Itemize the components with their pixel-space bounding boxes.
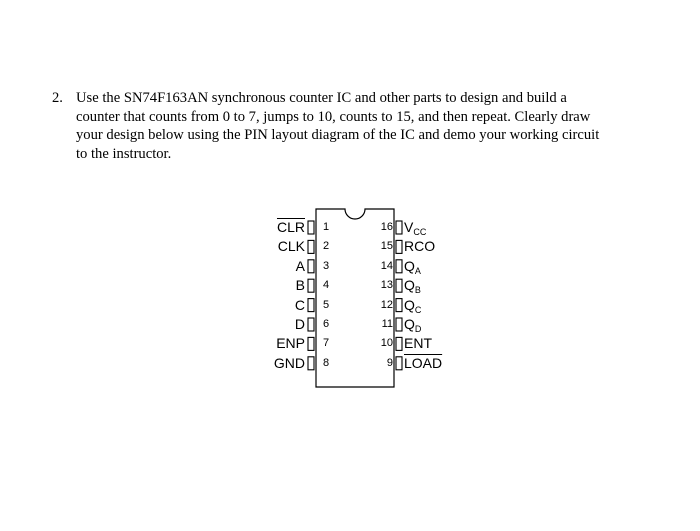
pin-label-qb: $Q_B$: [404, 277, 421, 296]
pin-label-d: D: [294, 316, 305, 332]
question-line: your design below using the PIN layout diagram of the IC and demo your working circuit: [76, 127, 600, 144]
pin-number: 9: [386, 356, 393, 369]
pin-lead: [308, 318, 314, 331]
pin-number: 2: [323, 240, 330, 253]
pin-number: 14: [380, 259, 393, 272]
pin-lead: [396, 299, 402, 312]
pin-lead: [396, 260, 402, 273]
pin-number: 16: [380, 221, 393, 233]
pin-lead: [396, 318, 402, 331]
pin-label-rco: RCO: [404, 238, 436, 255]
pin-lead: [396, 337, 402, 350]
pin-number: 7: [323, 337, 330, 350]
pin-lead: [308, 357, 314, 370]
pin-lead: [308, 337, 314, 350]
pin-lead: [396, 221, 402, 234]
pin-label-clr: $\overline{CLR}$: [276, 219, 305, 235]
pin-label-c: C: [294, 296, 305, 313]
question-number: 2.: [52, 90, 63, 106]
pin-number: 6: [323, 318, 330, 330]
pin-number: 11: [381, 318, 393, 330]
pin-number: 12: [380, 298, 393, 311]
pin-label-qc: $Q_C$: [404, 296, 422, 315]
pin-label-a: A: [295, 257, 305, 274]
pin-label-vcc: $V_{CC}$: [404, 219, 427, 237]
question-line: counter that counts from 0 to 7, jumps to 10, counts to 15, and then repeat. Clearly draw: [76, 108, 591, 125]
pin-label-enp: ENP: [276, 335, 305, 352]
pin-number: 1: [323, 221, 330, 233]
pin-number: 3: [323, 259, 330, 272]
pin-number: 15: [380, 240, 393, 253]
pin-number: 13: [380, 279, 393, 292]
pin-number: 4: [323, 279, 330, 292]
pin-lead: [396, 279, 402, 292]
pin-lead: [308, 240, 314, 253]
pin-lead: [308, 260, 314, 273]
pin-lead: [308, 279, 314, 292]
pin-lead: [308, 221, 314, 234]
pin-label-qd: $Q_D$: [404, 316, 422, 334]
pin-number: 5: [323, 298, 330, 311]
pin-number: 10: [380, 337, 393, 350]
pin-number: 8: [323, 356, 330, 369]
pin-label-b: B: [295, 277, 305, 294]
question-line: to the instructor.: [76, 145, 172, 162]
pin-label-clk: CLK: [277, 238, 305, 255]
pin-label-qa: $Q_A$: [404, 257, 421, 276]
pin-label-load: LOAD: [404, 354, 443, 371]
pin-lead: [308, 299, 314, 312]
pin-label-ent: ENT: [404, 335, 432, 352]
pin-lead: [396, 240, 402, 253]
question-line: Use the SN74F163AN synchronous counter IC and other parts to design and build a: [76, 90, 567, 106]
pin-label-gnd: GND: [273, 354, 305, 371]
pin-lead: [396, 357, 402, 370]
